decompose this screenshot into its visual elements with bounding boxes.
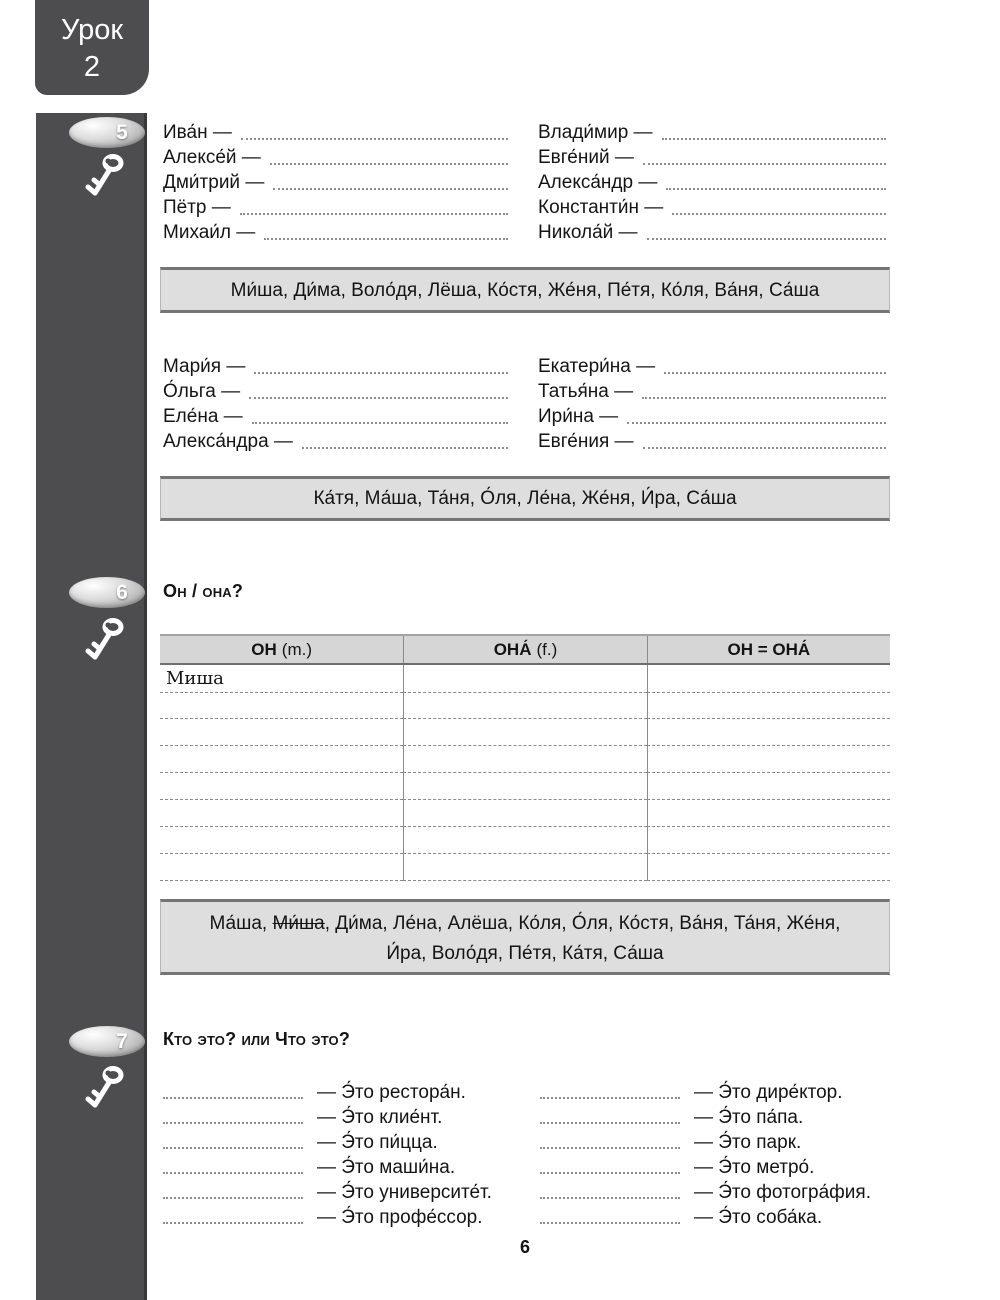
exercise-6-badge bbox=[69, 577, 145, 608]
name-row bbox=[163, 119, 510, 144]
table-cell[interactable] bbox=[160, 719, 403, 746]
answer-line[interactable] bbox=[642, 397, 886, 399]
question-row bbox=[540, 1079, 900, 1104]
answer-text: — Э́то профе́ссор. bbox=[317, 1207, 483, 1228]
table-cell[interactable] bbox=[403, 854, 646, 881]
table-cell[interactable] bbox=[403, 692, 646, 719]
sidebar-strip bbox=[36, 113, 147, 1300]
name-label: О́льга — bbox=[163, 381, 241, 402]
male-names-left-column bbox=[163, 119, 510, 244]
question-row bbox=[540, 1204, 900, 1229]
exercise-7-number: 7 bbox=[116, 1029, 128, 1053]
question-row bbox=[540, 1179, 900, 1204]
name-label: Константи́н — bbox=[538, 197, 664, 218]
answer-line[interactable] bbox=[163, 1172, 303, 1174]
name-row bbox=[538, 403, 888, 428]
key-icon bbox=[84, 616, 128, 672]
struck-name: Ми́ша bbox=[272, 913, 325, 934]
name-row bbox=[538, 144, 888, 169]
exercise-7-badge bbox=[69, 1026, 145, 1057]
table-row bbox=[160, 773, 890, 800]
answer-line[interactable] bbox=[163, 1147, 303, 1149]
exercise-5-number: 5 bbox=[116, 120, 128, 144]
table-cell[interactable] bbox=[403, 719, 646, 746]
lesson-tab bbox=[35, 0, 149, 95]
answer-line[interactable] bbox=[241, 138, 508, 140]
table-cell[interactable] bbox=[160, 773, 403, 800]
question-row bbox=[163, 1204, 523, 1229]
answer-text: — Э́то клие́нт. bbox=[317, 1107, 443, 1128]
answer-line[interactable] bbox=[163, 1197, 303, 1199]
male-nicknames-word-bank bbox=[160, 267, 890, 313]
table-row bbox=[160, 827, 890, 854]
answer-text: — Э́то фотогра́фия. bbox=[694, 1182, 871, 1203]
table-cell[interactable] bbox=[647, 665, 890, 693]
table-cell[interactable] bbox=[647, 719, 890, 746]
answer-text: — Э́то парк. bbox=[694, 1132, 802, 1153]
answer-line[interactable] bbox=[540, 1197, 680, 1199]
answer-line[interactable] bbox=[302, 447, 508, 449]
male-names-right-column bbox=[538, 119, 888, 244]
name-label: Влади́мир — bbox=[538, 122, 653, 143]
name-row bbox=[163, 428, 510, 453]
page-number: 6 bbox=[519, 1237, 530, 1257]
name-row bbox=[538, 169, 888, 194]
name-label: Ива́н — bbox=[163, 122, 232, 143]
exercise-6-number: 6 bbox=[116, 580, 128, 604]
name-label: Алекса́ндра — bbox=[163, 431, 293, 452]
table-header-row bbox=[160, 634, 890, 665]
word-bank-text: Ка́тя, Ма́ша, Та́ня, О́ля, Ле́на, Же́ня, И́ра, Са́ша bbox=[313, 488, 737, 509]
column-header-he bbox=[160, 636, 403, 663]
female-names-left-column bbox=[163, 353, 510, 453]
name-label: Евге́ния — bbox=[538, 431, 634, 452]
name-row bbox=[163, 353, 510, 378]
answer-line[interactable] bbox=[163, 1122, 303, 1124]
name-row bbox=[538, 194, 888, 219]
column-header-note: (m.) bbox=[281, 639, 313, 659]
table-row bbox=[160, 692, 890, 719]
answer-line[interactable] bbox=[273, 188, 508, 190]
answer-line[interactable] bbox=[664, 372, 886, 374]
table-row bbox=[160, 746, 890, 773]
name-label: Еле́на — bbox=[163, 406, 243, 427]
table-cell[interactable] bbox=[160, 854, 403, 881]
table-cell[interactable] bbox=[160, 746, 403, 773]
answer-line[interactable] bbox=[254, 372, 508, 374]
answer-line[interactable] bbox=[163, 1097, 303, 1099]
name-row bbox=[163, 378, 510, 403]
answer-line[interactable] bbox=[540, 1172, 680, 1174]
lesson-label: Урок bbox=[60, 14, 124, 46]
answer-line[interactable] bbox=[540, 1122, 680, 1124]
table-cell[interactable] bbox=[403, 773, 646, 800]
name-label: Татья́на — bbox=[538, 381, 634, 402]
answer-text: — Э́то метро́. bbox=[694, 1157, 815, 1178]
answer-line[interactable] bbox=[264, 238, 508, 240]
name-label: Мари́я — bbox=[163, 356, 246, 377]
he-she-table bbox=[160, 634, 890, 881]
name-label: Пётр — bbox=[163, 197, 231, 218]
table-cell[interactable] bbox=[403, 827, 646, 854]
name-row bbox=[538, 378, 888, 403]
exercise-6-title: Он / она? bbox=[163, 581, 244, 601]
name-label: Ири́на — bbox=[538, 406, 619, 427]
question-row bbox=[540, 1154, 900, 1179]
column-header-label: ОНА́ bbox=[493, 639, 532, 659]
answer-text: — Э́то университе́т. bbox=[317, 1182, 492, 1203]
table-cell[interactable] bbox=[403, 746, 646, 773]
lesson-number: 2 bbox=[83, 51, 101, 83]
answer-line[interactable] bbox=[643, 163, 886, 165]
answer-line[interactable] bbox=[647, 238, 886, 240]
answer-line[interactable] bbox=[540, 1097, 680, 1099]
column-header-label: ОН bbox=[251, 639, 277, 659]
table-row bbox=[160, 665, 890, 692]
column-header-label: ОН = ОНА́ bbox=[727, 639, 811, 659]
answer-line[interactable] bbox=[540, 1147, 680, 1149]
answer-line[interactable] bbox=[252, 422, 508, 424]
name-row bbox=[538, 119, 888, 144]
question-row bbox=[163, 1129, 523, 1154]
answer-text: — Э́то маши́на. bbox=[317, 1157, 456, 1178]
name-label: Алексе́й — bbox=[163, 147, 261, 168]
table-cell[interactable] bbox=[403, 665, 646, 693]
name-label: Михаи́л — bbox=[163, 222, 256, 243]
word-bank-text: Ми́ша, Ди́ма, Воло́дя, Лёша, Ко́стя, Же́ня, Пе́тя, Ко́ля, Ва́ня, Са́ша bbox=[230, 280, 820, 301]
female-nicknames-word-bank bbox=[160, 476, 890, 521]
answer-line[interactable] bbox=[662, 138, 886, 140]
name-label: Екатери́на — bbox=[538, 356, 656, 377]
table-cell[interactable] bbox=[160, 692, 403, 719]
table-row bbox=[160, 854, 890, 881]
table-cell[interactable] bbox=[647, 854, 890, 881]
name-row bbox=[538, 353, 888, 378]
table-cell[interactable] bbox=[160, 800, 403, 827]
answer-line[interactable] bbox=[627, 422, 886, 424]
table-cell[interactable] bbox=[647, 773, 890, 800]
answer-line[interactable] bbox=[643, 447, 886, 449]
table-cell[interactable] bbox=[647, 746, 890, 773]
name-row bbox=[538, 428, 888, 453]
table-cell[interactable] bbox=[160, 827, 403, 854]
answer-line[interactable] bbox=[672, 213, 886, 215]
question-row bbox=[163, 1079, 523, 1104]
column-header-both bbox=[647, 636, 890, 663]
table-cell[interactable] bbox=[647, 800, 890, 827]
name-row bbox=[163, 403, 510, 428]
name-row bbox=[163, 194, 510, 219]
name-label: Дми́трий — bbox=[163, 172, 265, 193]
answer-text: — Э́то рестора́н. bbox=[317, 1082, 466, 1103]
question-row bbox=[163, 1179, 523, 1204]
question-row bbox=[540, 1129, 900, 1154]
female-names-right-column bbox=[538, 353, 888, 453]
questions-left-column bbox=[163, 1079, 523, 1229]
answer-line[interactable] bbox=[240, 213, 508, 215]
word-bank-text: Ма́ша, bbox=[209, 913, 273, 934]
table-cell[interactable] bbox=[647, 827, 890, 854]
name-row bbox=[163, 169, 510, 194]
table-cell[interactable] bbox=[647, 692, 890, 719]
answer-line[interactable] bbox=[270, 163, 508, 165]
exercise-5-badge bbox=[69, 117, 145, 148]
table-cell[interactable] bbox=[403, 800, 646, 827]
name-row bbox=[538, 219, 888, 244]
question-row bbox=[540, 1104, 900, 1129]
column-header-she bbox=[403, 636, 646, 663]
answer-text: — Э́то пи́цца. bbox=[317, 1132, 438, 1153]
answer-line[interactable] bbox=[666, 188, 886, 190]
name-label: Алекса́ндр — bbox=[538, 172, 658, 193]
name-row bbox=[163, 144, 510, 169]
he-she-word-bank bbox=[160, 899, 890, 975]
table-row bbox=[160, 719, 890, 746]
key-icon bbox=[84, 1064, 128, 1120]
name-row bbox=[163, 219, 510, 244]
question-row bbox=[163, 1154, 523, 1179]
name-label: Евге́ний — bbox=[538, 147, 634, 168]
table-row bbox=[160, 800, 890, 827]
answer-line[interactable] bbox=[249, 397, 508, 399]
answer-text: — Э́то дире́ктор. bbox=[694, 1082, 843, 1103]
example-cell: Миша bbox=[160, 665, 403, 693]
name-label: Никола́й — bbox=[538, 222, 638, 243]
column-header-note: (f.) bbox=[536, 639, 558, 659]
answer-line[interactable] bbox=[540, 1222, 680, 1224]
answer-text: — Э́то па́па. bbox=[694, 1107, 804, 1128]
exercise-7-title: Кто это? или Что это? bbox=[163, 1029, 351, 1049]
word-bank-text: , Ди́ма, Ле́на, Алёша, Ко́ля, О́ля, Ко́стя, Ва́ня, Та́ня, Же́ня, И́ра, Воло́дя, Пе́тя, Ка́тя, Са́ша bbox=[324, 913, 841, 964]
questions-right-column bbox=[540, 1079, 900, 1229]
answer-line[interactable] bbox=[163, 1222, 303, 1224]
key-icon bbox=[84, 152, 128, 208]
answer-text: — Э́то соба́ка. bbox=[694, 1207, 823, 1228]
question-row bbox=[163, 1104, 523, 1129]
